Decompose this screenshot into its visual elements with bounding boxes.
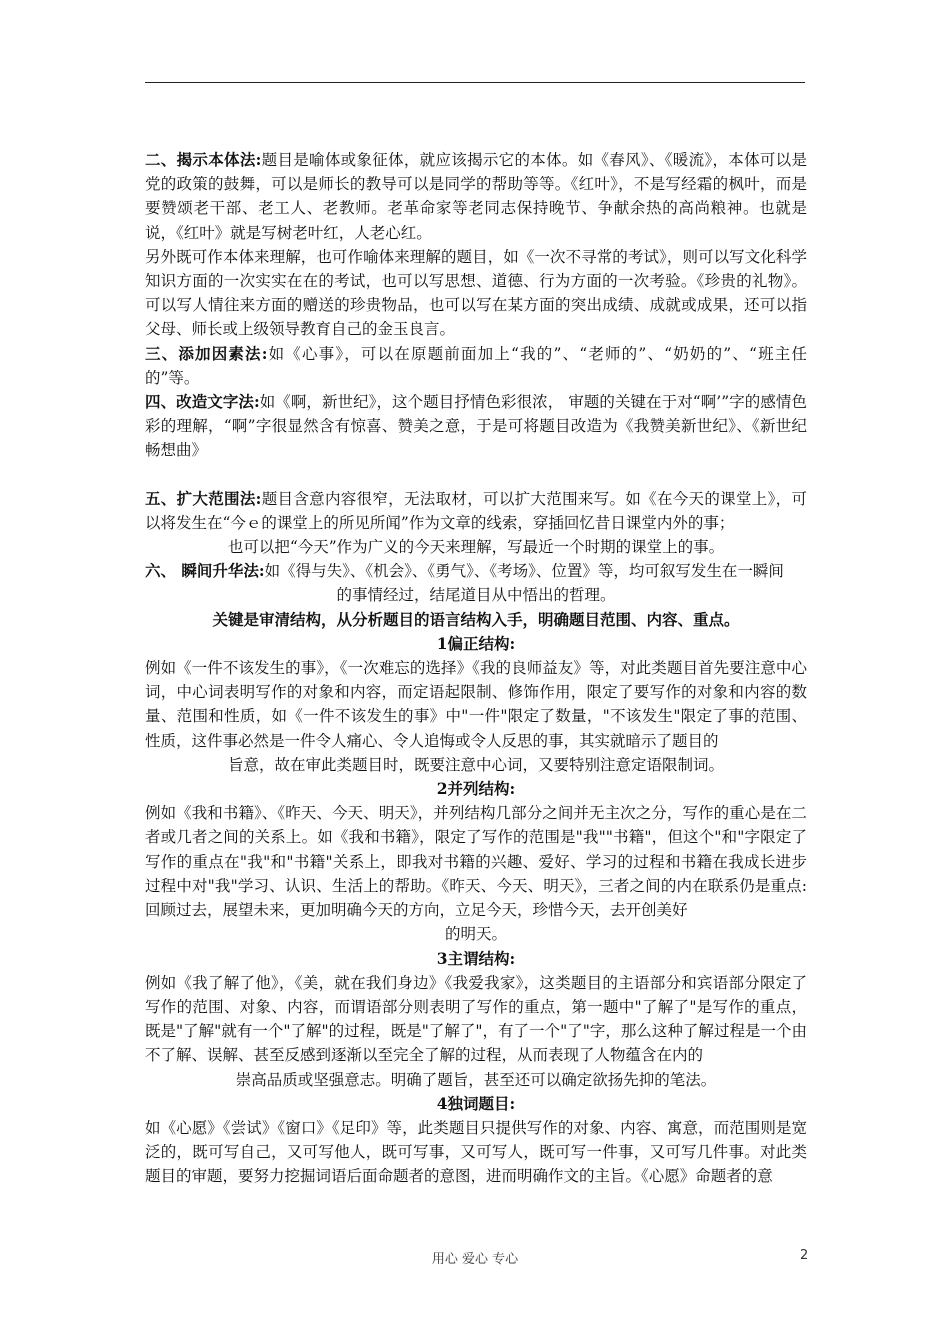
heading-2: 2并列结构: [436, 779, 516, 799]
section-2 [145, 148, 807, 245]
key-statement: 关键是审清结构，从分析题目的语言结构入手，明确题目范围、内容、重点。 [212, 609, 740, 629]
section-2-title: 二、揭示本体法: [145, 150, 262, 169]
section-6-body: 如《得与失》、《机会》、《勇气》、《考场》、位置》等，均可叙写发生在一瞬间 [264, 562, 784, 581]
page-number: 2 [800, 1248, 809, 1263]
para-2: 例如《我和书籍》、《昨天、今天、明天》，并列结构几部分之间并无主次之分，写作的重心是在二者或几者之间的关系上。如《我和书籍》，限定了写作的范围是"我""书籍"，但这个"和"字限定了写作的重点在"我"和"书籍"关系上，即我对书籍的兴趣、爱好、学习的过程和书籍在我成长进步过程中对"我"学习、认识、生活上的帮助。《昨天、今天、明天》，三者之间的内在联系仍是重点:回顾过去，展望未来，更加明确今天的方向，立足今天，珍惜今天，去开创美好 [145, 804, 807, 920]
footer-text: 用心 爱心 专心 [431, 1252, 519, 1267]
section-6-tail: 的事情经过，结尾道目从中悟出的哲理。 [336, 586, 616, 605]
para-1: 例如《一件不该发生的事》，《一次难忘的选择》《我的良师益友》等，对此类题目首先要注意中心词，中心词表明写作的对象和内容，而定语起限制、修饰作用，限定了要写作的对象和内容的数量、范围和性质，如《一件不该发生的事》中"一件"限定了数量，"不该发生"限定了事的范围、性质，这件事必然是一件令人痛心、令人追悔或令人反思的事，其实就暗示了题目的 [145, 659, 807, 750]
header-rule [145, 82, 805, 83]
section-3 [145, 342, 807, 390]
section-4 [145, 390, 807, 463]
heading-3: 3主谓结构: [436, 948, 516, 968]
section-6 [145, 559, 807, 583]
section-4-body: 如《啊，新世纪》，这个题目抒情色彩很浓， 审题的关键在于对“啊’”字的感情色彩的理解，“啊”字很显然含有惊喜、赞美之意，于是可将题目改造为《我赞美新世纪》、《新世纪畅想曲》 [145, 393, 807, 460]
section-2-body: 题目是喻体或象征体，就应该揭示它的本体。如《春风》、《暖流》，本体可以是党的政策的鼓舞，可以是师长的教导可以是同学的帮助等等。《红叶》，不是写经霜的枫叶，而是要赞颂老干部、老工人、老教师。老革命家等老同志保持晚节、争献余热的高尚粮神。也就是说，《红叶》就是写树老叶红，人老心红。 [145, 151, 807, 242]
heading-1: 1偏正结构: [436, 633, 516, 653]
section-5-tail: 也可以把“今天”作为广义的今天来理解，写最近一个时期的课堂上的事。 [227, 538, 725, 557]
section-3-title: 三、添加因素法: [145, 343, 268, 363]
para-4: 如《心愿》《尝试》《窗口》《足印》等，此类题目只提供写作的对象、内容、寓意，而范围则是宽泛的，既可写自己，又可写他人，既可写事，又可写人，既可写一件事，又可写几件事。对此类题目的审题，要努力挖掘词语后面命题者的意图，进而明确作文的主旨。《心愿》命题者的意 [145, 1118, 807, 1186]
para-1-tail: 旨意，故在审此类题目时，既要注意中心词，又要特别注意定语限制词。 [227, 755, 724, 774]
para-2-tail: 的明天。 [444, 925, 507, 944]
section-5-body: 题目含意内容很窄，无法取材，可以扩大范围来写。如《在今天的课堂上》，可以将发生在“今ｅ的课堂上的所见所闻”作为文章的线索，穿插回忆昔日课堂内外的事； [145, 489, 807, 532]
section-6-title: 六、 瞬间升华法: [145, 561, 265, 581]
section-5-title: 五、扩大范围法: [145, 488, 262, 508]
page-body [145, 148, 807, 1189]
section-5 [145, 487, 807, 535]
para-3-tail: 崇高品质或坚强意志。明确了题旨，甚至还可以确定欲扬先抑的笔法。 [235, 1070, 717, 1089]
section-4-title: 四、改造文字法: [145, 392, 260, 412]
para-3: 例如《我了解了他》，《美，就在我们身边》《我爱我家》，这类题目的主语部分和宾语部分限定了写作的范围、对象、内容，而谓语部分则表明了写作的重点，第一题中"了解了"是写作的重点，既是"了解"就有一个"了解"的过程，既是"了解了"，有了一个"了"字，那么这种了解过程是一个由不了解、误解、甚至反感到逐渐以至完全了解的过程，从而表现了人物蕴含在内的 [145, 973, 807, 1065]
section-3-body: 如《心事》，可以在原题前面加上“我的”、“老师的”、“奶奶的”、“班主任的”等。 [145, 344, 807, 387]
heading-4: 4独词题目: [436, 1093, 516, 1113]
section-2-extra: 另外既可作本体来理解，也可作喻体来理解的题目，如《一次不寻常的考试》，则可以写文化科学知识方面的一次实实在在的考试，也可以写思想、道德、行为方面的一次考验。《珍贵的礼物》。可以写人情往来方面的赠送的珍贵物品，也可以写在某方面的突出成绩、成就或成果，还可以指父母、师长或上级领导教育自己的金玉良言。 [145, 247, 807, 339]
spacer [145, 463, 807, 487]
